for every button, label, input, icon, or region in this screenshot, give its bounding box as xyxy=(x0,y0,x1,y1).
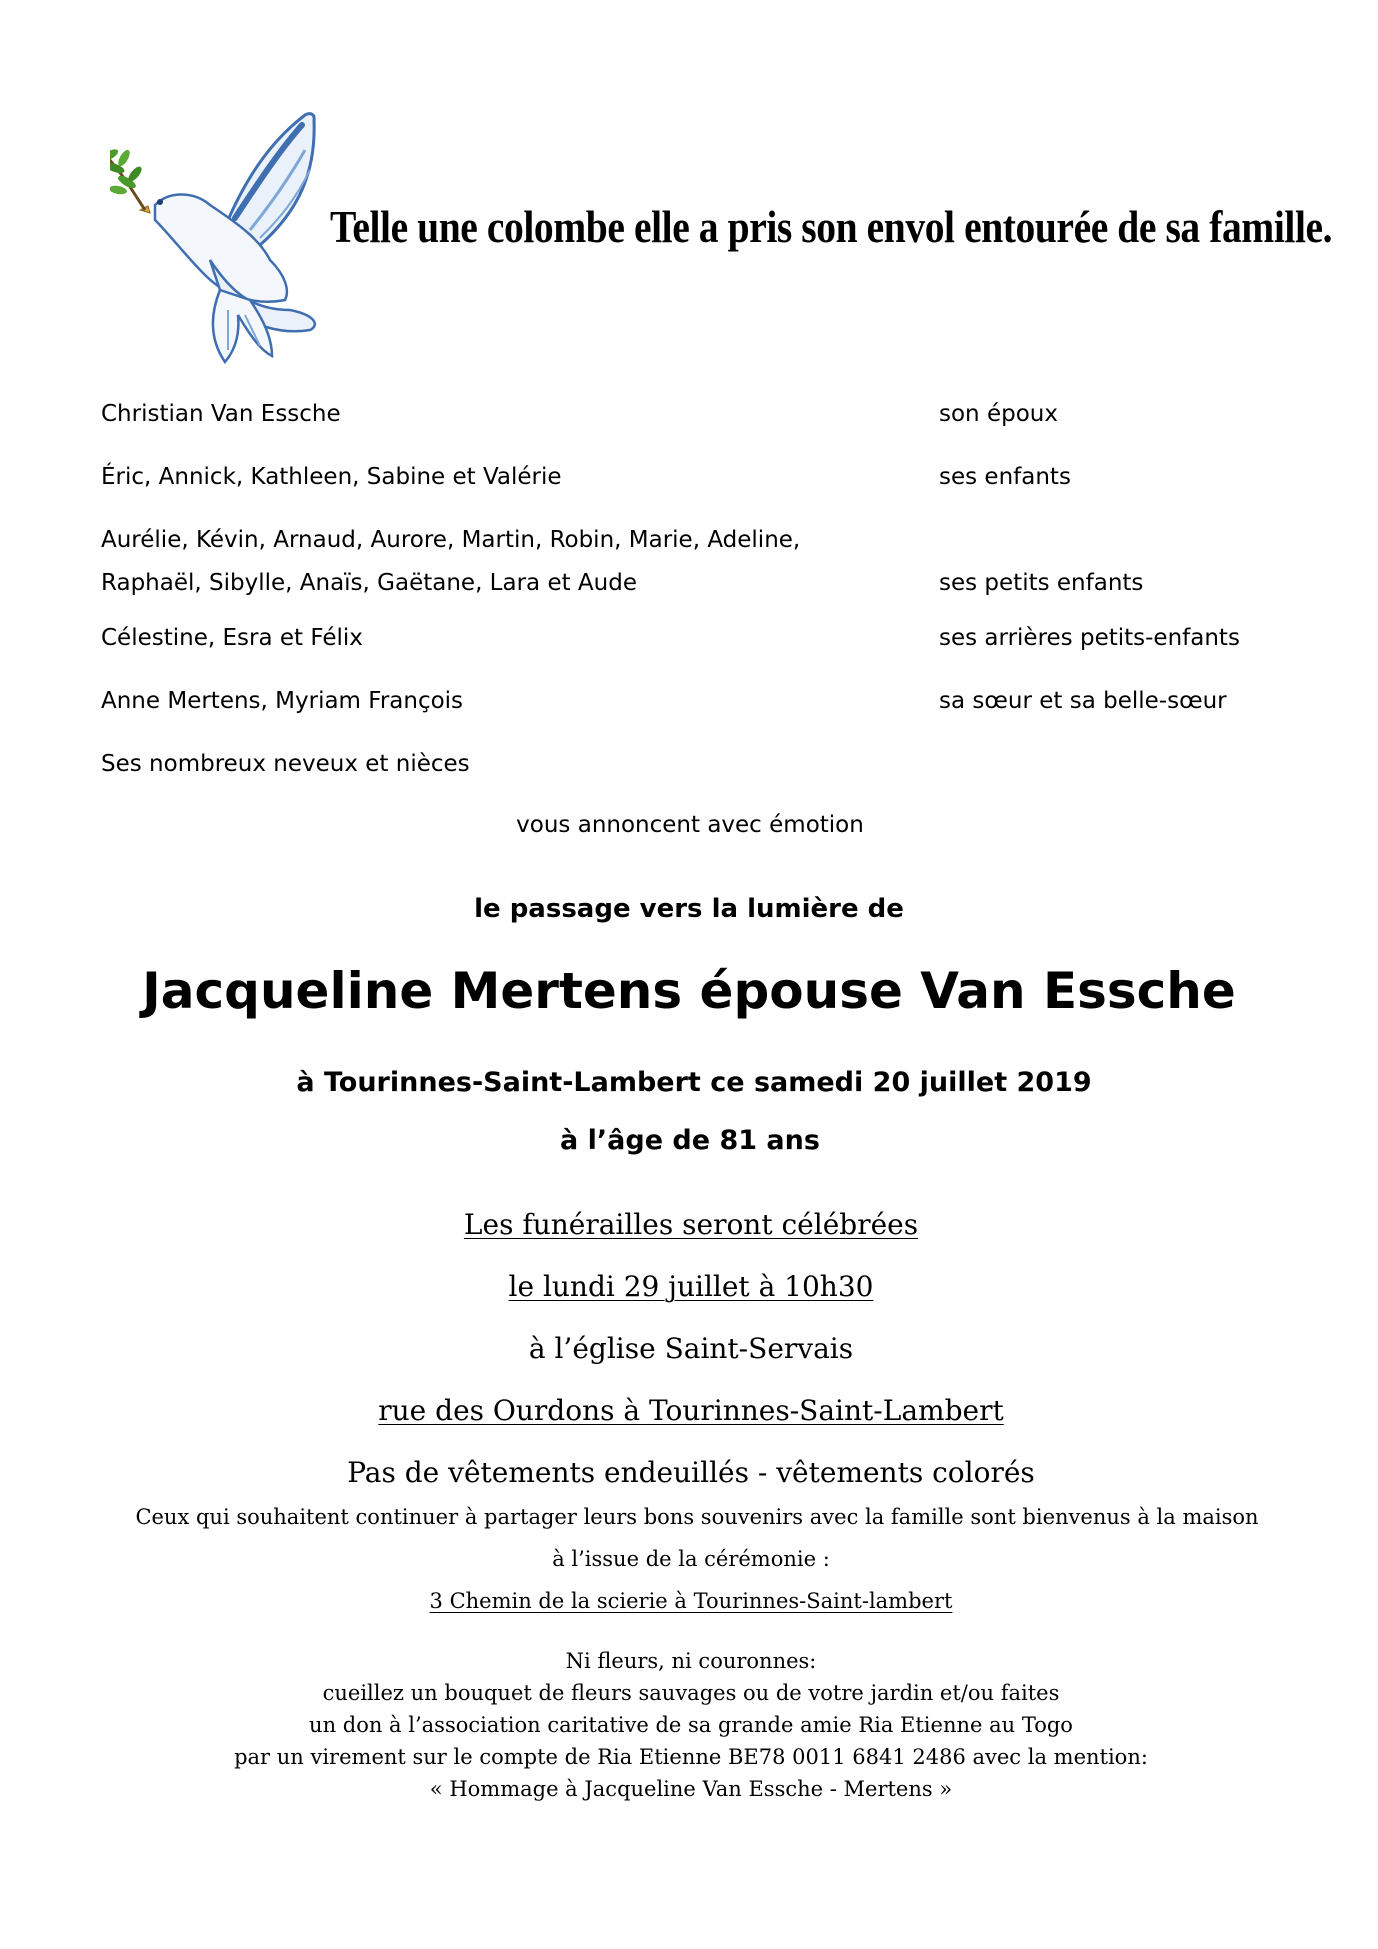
family-names: Ses nombreux neveux et nièces xyxy=(101,751,470,777)
family-relation: sa sœur et sa belle-sœur xyxy=(939,688,1227,714)
family-names: Éric, Annick, Kathleen, Sabine et Valérie xyxy=(101,464,562,490)
deceased-name: Jacqueline Mertens épouse Van Essche xyxy=(142,962,1236,1020)
reception-address: 3 Chemin de la scierie à Tourinnes-Saint-lambert xyxy=(429,1589,953,1613)
family-names: Anne Mertens, Myriam François xyxy=(101,688,464,714)
funeral-line-5: Pas de vêtements endeuillés - vêtements colorés xyxy=(347,1456,1035,1489)
flowers-line-5: « Hommage à Jacqueline Van Essche - Mertens » xyxy=(429,1777,953,1801)
family-names: Célestine, Esra et Félix xyxy=(101,625,363,651)
family-relation: ses enfants xyxy=(939,464,1071,490)
family-relation: ses arrières petits-enfants xyxy=(939,625,1240,651)
family-relation: ses petits enfants xyxy=(939,570,1144,596)
flowers-line-1: Ni fleurs, ni couronnes: xyxy=(565,1649,817,1673)
flowers-line-3: un don à l’association caritative de sa grande amie Ria Etienne au Togo xyxy=(309,1713,1073,1737)
family-relation: son époux xyxy=(939,401,1058,427)
passage-text: le passage vers la lumière de xyxy=(474,894,904,924)
family-names: Christian Van Essche xyxy=(101,401,341,427)
dove-icon xyxy=(110,110,325,365)
announce-text: vous annoncent avec émotion xyxy=(516,812,864,838)
funeral-line-2: le lundi 29 juillet à 10h30 xyxy=(508,1270,874,1303)
reception-line-1: Ceux qui souhaitent continuer à partager leurs bons souvenirs avec la famille sont bienvenus à la maison xyxy=(135,1505,1259,1529)
reception-line-2: à l’issue de la cérémonie : xyxy=(552,1547,830,1571)
funeral-line-3: à l’église Saint-Servais xyxy=(528,1332,854,1365)
funeral-line-4: rue des Ourdons à Tourinnes-Saint-Lambert xyxy=(378,1394,1004,1427)
headline: Telle une colombe elle a pris son envol entourée de sa famille. xyxy=(330,201,1333,252)
funeral-line-1: Les funérailles seront célébrées xyxy=(463,1208,919,1241)
death-place-date: à Tourinnes-Saint-Lambert ce samedi 20 juillet 2019 xyxy=(296,1067,1092,1098)
flowers-line-2: cueillez un bouquet de fleurs sauvages ou de votre jardin et/ou faites xyxy=(322,1681,1060,1705)
age-text: à l’âge de 81 ans xyxy=(560,1125,820,1156)
family-names: Raphaël, Sibylle, Anaïs, Gaëtane, Lara et Aude xyxy=(101,570,637,596)
family-names: Aurélie, Kévin, Arnaud, Aurore, Martin, Robin, Marie, Adeline, xyxy=(101,527,801,553)
flowers-line-4: par un virement sur le compte de Ria Etienne BE78 0011 6841 2486 avec la mention: xyxy=(234,1745,1148,1769)
